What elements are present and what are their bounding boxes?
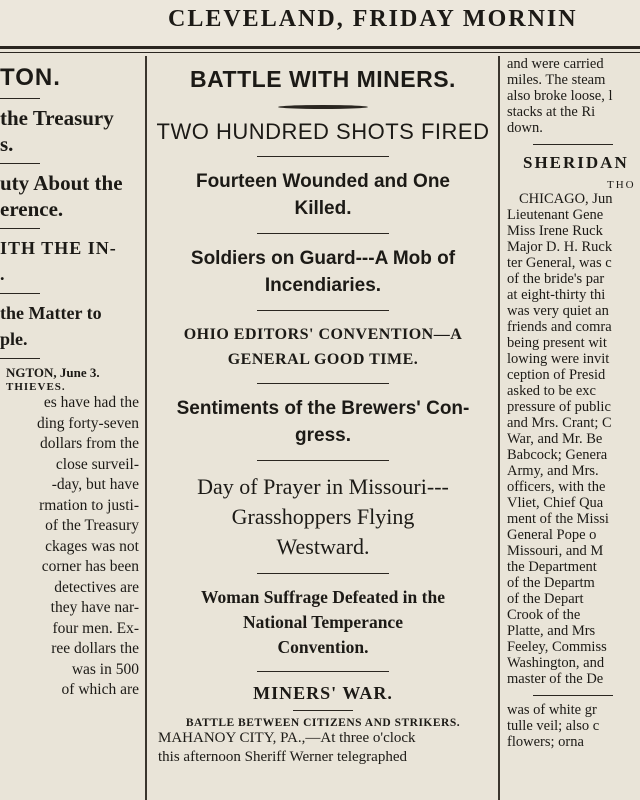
- separator: [257, 383, 389, 384]
- deck-wounded: [150, 168, 496, 222]
- separator: [0, 163, 40, 164]
- body-line: ckages was not: [45, 537, 139, 555]
- body-line: close surveil-: [55, 455, 139, 473]
- body-line: stacks at the Ri: [507, 104, 596, 120]
- middle-column: [150, 56, 496, 800]
- separator: [533, 695, 613, 696]
- deck-suffrage: [150, 585, 496, 660]
- deck-prayer: [150, 472, 496, 562]
- middle-body: [150, 729, 496, 767]
- body-line: ding forty-seven: [36, 414, 139, 432]
- deck-line: Grasshoppers Flying: [231, 504, 415, 529]
- separator: [0, 293, 40, 294]
- separator: [257, 310, 389, 311]
- left-deck-in: [0, 235, 143, 287]
- separator: [257, 156, 389, 157]
- deck-line: erence.: [0, 197, 64, 221]
- deck-line: ple.: [0, 329, 28, 349]
- body-line: ter General, was c: [507, 255, 612, 271]
- left-deck-treasury: [0, 105, 143, 157]
- separator: [0, 98, 40, 99]
- right-heading: SHERIDAN: [523, 153, 629, 172]
- body-line: ree dollars the: [51, 640, 139, 657]
- body-line: also broke loose, l: [507, 88, 613, 104]
- body-line: Missouri, and M: [507, 543, 604, 559]
- deck-line: Incendiaries.: [264, 275, 382, 296]
- separator: [257, 573, 389, 574]
- body-line: was in 500: [71, 660, 139, 678]
- deck-line: Westward.: [276, 534, 370, 559]
- deck-editors: [150, 322, 496, 372]
- deck-line: gress.: [295, 425, 351, 446]
- deck-line: GENERAL GOOD TIME.: [227, 351, 419, 368]
- body-line: Vliet, Chief Qua: [507, 495, 604, 511]
- masthead: [0, 0, 640, 46]
- body-line: officers, with the: [507, 479, 606, 495]
- masthead-rule-thin: [0, 52, 640, 53]
- body-line: lowing were invit: [507, 351, 610, 367]
- column-rule-right: [498, 56, 500, 800]
- masthead-title: CLEVELAND, FRIDAY MORNIN: [168, 6, 578, 32]
- deck-line: the Treasury: [0, 106, 114, 130]
- body-line: down.: [507, 120, 543, 136]
- body-line: master of the De: [507, 671, 604, 687]
- body-line: friends and comra: [507, 319, 612, 335]
- body-line: pressure of public: [507, 399, 611, 415]
- body-line: ception of Presid: [507, 367, 606, 383]
- masthead-rule: [0, 46, 640, 49]
- body-line: being present wit: [507, 335, 607, 351]
- body-line: MAHANOY CITY, PA.,—At three o'clock: [158, 730, 416, 746]
- body-line: War, and Mr. Be: [507, 431, 603, 447]
- body-line: at eight-thirty thi: [507, 287, 606, 303]
- main-headline: BATTLE WITH MINERS.: [190, 66, 456, 92]
- body-line: Babcock; Genera: [507, 447, 608, 463]
- separator: [257, 671, 389, 672]
- body-line: tulle veil; also c: [507, 718, 600, 734]
- right-small-heading: THO: [607, 179, 636, 191]
- separator: [293, 710, 353, 711]
- left-deck-conference: [0, 170, 143, 222]
- column-rule-left: [145, 56, 147, 800]
- separator: [257, 233, 389, 234]
- body-line: es have had the: [43, 394, 139, 411]
- body-line: of which are: [61, 681, 139, 698]
- deck-line: the Matter to: [0, 303, 102, 323]
- deck-line: National Temperance: [243, 612, 403, 632]
- body-line: was of white gr: [507, 702, 597, 718]
- body-line: and Mrs. Crant; C: [507, 415, 612, 431]
- deck-line: Woman Suffrage Defeated in the: [200, 587, 445, 607]
- body-line: rmation to justi-: [39, 496, 139, 514]
- body-line: of the Departm: [507, 575, 595, 591]
- left-subhead: THIEVES.: [6, 381, 66, 393]
- body-line: ment of the Missi: [507, 511, 609, 527]
- section-subheading: BATTLE BETWEEN CITIZENS AND STRIKERS.: [185, 717, 461, 729]
- deck-line: Day of Prayer in Missouri---: [197, 474, 449, 499]
- body-line: Crook of the: [507, 607, 581, 623]
- body-line: they have nar-: [50, 599, 139, 616]
- deck-line: ITH THE IN-: [0, 238, 117, 258]
- separator: [257, 460, 389, 461]
- body-line: four men. Ex-: [52, 619, 139, 637]
- body-line: Army, and Mrs.: [507, 463, 599, 479]
- right-column: [503, 56, 640, 800]
- body-line: flowers; orna: [507, 734, 584, 750]
- body-line: dollars from the: [39, 435, 139, 452]
- body-line: detectives are: [54, 578, 139, 596]
- body-line: Lieutenant Gene: [507, 207, 604, 223]
- body-line: CHICAGO, Jun: [519, 191, 613, 207]
- body-line: Washington, and: [507, 655, 605, 671]
- left-dateline: NGTON, June 3.: [6, 365, 100, 380]
- left-deck-matter: [0, 300, 143, 352]
- left-body: [0, 393, 143, 701]
- deck-line: OHIO EDITORS' CONVENTION—A: [183, 326, 463, 343]
- body-line: Feeley, Commiss: [507, 639, 607, 655]
- deck-line: Convention.: [277, 637, 369, 657]
- deck-line: Fourteen Wounded and One: [195, 171, 451, 192]
- deck-line: Soldiers on Guard---A Mob of: [190, 248, 456, 269]
- separator: [533, 144, 613, 145]
- body-line: of the Treasury: [45, 517, 139, 534]
- right-body-top: [503, 56, 640, 136]
- body-line: of the Depart: [507, 591, 584, 607]
- deck-shots-fired: TWO HUNDRED SHOTS FIRED: [156, 119, 490, 144]
- deck-brewers: [150, 395, 496, 449]
- right-body: [503, 191, 640, 687]
- body-line: Major D. H. Ruck: [507, 239, 613, 255]
- deck-line: Killed.: [294, 198, 352, 219]
- body-line: -day, but have: [51, 476, 139, 493]
- body-line: Miss Irene Ruck: [507, 223, 603, 239]
- separator: [0, 228, 40, 229]
- body-line: asked to be exc: [507, 383, 596, 399]
- separator: [0, 358, 40, 359]
- body-line: the Department: [507, 559, 597, 575]
- body-line: Platte, and Mrs: [507, 623, 596, 639]
- deck-line: Sentiments of the Brewers' Con-: [176, 398, 470, 419]
- body-line: was very quiet an: [507, 303, 609, 319]
- body-line: this afternoon Sheriff Werner telegraphed: [158, 749, 407, 765]
- deck-line: .: [0, 264, 6, 284]
- deck-line: uty About the: [0, 171, 123, 195]
- section-heading: MINERS' WAR.: [253, 683, 393, 703]
- deck-soldiers: [150, 245, 496, 299]
- body-line: General Pope o: [507, 527, 597, 543]
- deck-line: s.: [0, 132, 14, 156]
- body-line: and were carried: [507, 56, 604, 72]
- ornament-rule: [278, 105, 368, 109]
- left-headline: TON.: [0, 64, 61, 91]
- right-body-bottom: [503, 702, 640, 750]
- body-line: miles. The steam: [507, 72, 606, 88]
- body-line: corner has been: [41, 558, 139, 575]
- body-line: of the bride's par: [507, 271, 605, 287]
- left-column: [0, 56, 143, 800]
